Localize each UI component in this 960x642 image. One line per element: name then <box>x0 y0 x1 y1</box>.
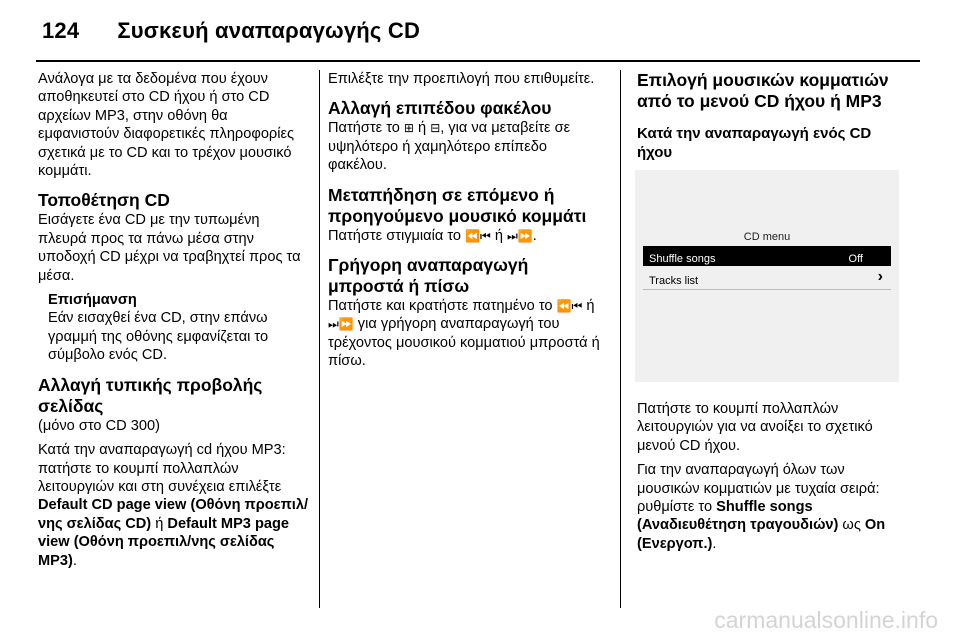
shuffle-songs-value: Off <box>848 253 863 265</box>
chevron-right-icon: › <box>877 268 883 285</box>
folder-text-b: , για να μεταβείτε σε υψηλότερο ή χαμηλότερο επίπεδο φακέλου. <box>328 120 571 174</box>
skip-end: . <box>532 227 537 244</box>
intro-paragraph: Ανάλογα με τα δεδομένα που έχουν αποθηκευτεί στο CD ήχου ή στο CD αρχείων MP3, στην οθόνη θα εμφανιστούν διαφορετικές πληροφορίες σχετικά με το CD και το τρέχον μουσικό κομμάτι. <box>38 71 295 180</box>
option-default-mp3-view: Default MP3 page view (Οθόνη προεπιλ/νης σελίδας MP3) <box>38 515 290 569</box>
skip-or: ή <box>490 227 508 244</box>
fast-forward-icon: ⏭⏩ <box>328 317 354 332</box>
heading-page-view: Αλλαγή τυπικής προβολής σελίδας <box>38 374 263 416</box>
fast-play-text <box>328 297 604 371</box>
rewind-icon: ⏪⏮ <box>556 299 583 314</box>
page-view-subtitle: (μόνο στο CD 300) <box>38 417 160 434</box>
tracks-list-label: Tracks list <box>649 275 699 287</box>
previous-track-icon: ⏪⏮ <box>465 228 491 243</box>
fast-text-b: για γρήγορη αναπαραγωγή του τρέχοντος μουσικού κομματιού μπροστά ή πίσω. <box>328 316 600 370</box>
menu-item-tracks-list[interactable] <box>643 268 891 288</box>
note-text: Εάν εισαχθεί ένα CD, στην επάνω γραμμή της οθόνης εμφανίζεται το σύμβολο ενός CD. <box>48 310 269 364</box>
option-default-cd-view: Default CD page view (Οθόνη προεπιλ/νης σελίδας CD) <box>38 497 308 532</box>
folder-level-text <box>328 119 604 174</box>
column-divider-2 <box>620 70 621 608</box>
shuffle-text <box>637 461 907 553</box>
folder-text-a: Πατήστε το <box>328 120 404 137</box>
fast-text-a: Πατήστε και κρατήστε πατημένο το <box>328 298 557 315</box>
shuffle-as: ως <box>838 517 865 534</box>
cd-menu-screenshot <box>635 170 899 382</box>
watermark: carmanualsonline.info <box>714 607 938 633</box>
page-title: Συσκευή αναπαραγωγής CD <box>117 18 421 43</box>
shuffle-songs-label: Shuffle songs <box>649 253 716 265</box>
skip-text-a: Πατήστε στιγμιαία το <box>328 227 466 244</box>
menu-divider <box>643 289 891 290</box>
shuffle-end: . <box>712 535 717 552</box>
column-3 <box>637 70 907 559</box>
heading-fast-play: Γρήγορη αναπαραγωγή μπροστά ή πίσω <box>328 255 529 297</box>
shuffle-text-a: Για την αναπαραγωγή όλων των μουσικών κομματιών με τυχαία σειρά: ρυθμίστε το <box>637 462 880 516</box>
option-shuffle-songs: Shuffle songs (Αναδιευθέτηση τραγουδιών) <box>637 499 839 534</box>
menu-item-shuffle-songs[interactable] <box>643 246 891 266</box>
skip-track-text <box>328 227 604 245</box>
note-block <box>38 291 310 365</box>
page-view-or: ή <box>151 515 168 532</box>
page-view-text-a: Κατά την αναπαραγωγή cd ήχου MP3: πατήστε το κουμπί πολλαπλών λειτουργιών και στη συνέχεια επιλέξτε <box>38 442 286 495</box>
press-button-text: Πατήστε το κουμπί πολλαπλών λειτουργιών για να ανοίξει το σχετικό μενού CD ήχου. <box>637 401 873 454</box>
folder-down-icon: ⊟ <box>430 121 441 136</box>
page-view-end: . <box>72 552 77 569</box>
heading-insert-cd: Τοποθέτηση CD <box>38 190 170 211</box>
page-view-text <box>38 441 310 570</box>
option-on: On (Ενεργοπ.) <box>637 517 886 552</box>
page-header <box>42 18 420 44</box>
column-2 <box>328 70 604 377</box>
select-default-text: Επιλέξτε την προεπιλογή που επιθυμείτε. <box>328 71 595 87</box>
heading-select-tracks: Επιλογή μουσικών κομματιών από το μενού CD ήχου ή MP3 <box>637 70 889 111</box>
fast-or: ή <box>582 298 595 315</box>
heading-skip-track: Μεταπήδηση σε επόμενο ή προηγούμενο μουσικό κομμάτι <box>328 184 587 226</box>
insert-cd-text: Εισάγετε ένα CD με την τυπωμένη πλευρά προς τα πάνω μέσα στην υποδοχή CD μέχρι να τραβηχτεί προς τα μέσα. <box>38 212 301 284</box>
folder-up-icon: ⊞ <box>403 121 414 136</box>
heading-during-playback: Κατά την αναπαραγωγή ενός CD ήχου <box>637 125 872 161</box>
next-track-icon: ⏭⏩ <box>507 228 533 243</box>
heading-folder-level: Αλλαγή επιπέδου φακέλου <box>328 98 552 119</box>
header-rule <box>36 60 920 62</box>
column-1 <box>38 70 310 576</box>
note-title: Επισήμανση <box>48 292 137 309</box>
page-number: 124 <box>42 18 80 43</box>
cd-menu-title: CD menu <box>743 231 791 243</box>
folder-or: ή <box>413 120 431 137</box>
column-divider-1 <box>319 70 320 608</box>
